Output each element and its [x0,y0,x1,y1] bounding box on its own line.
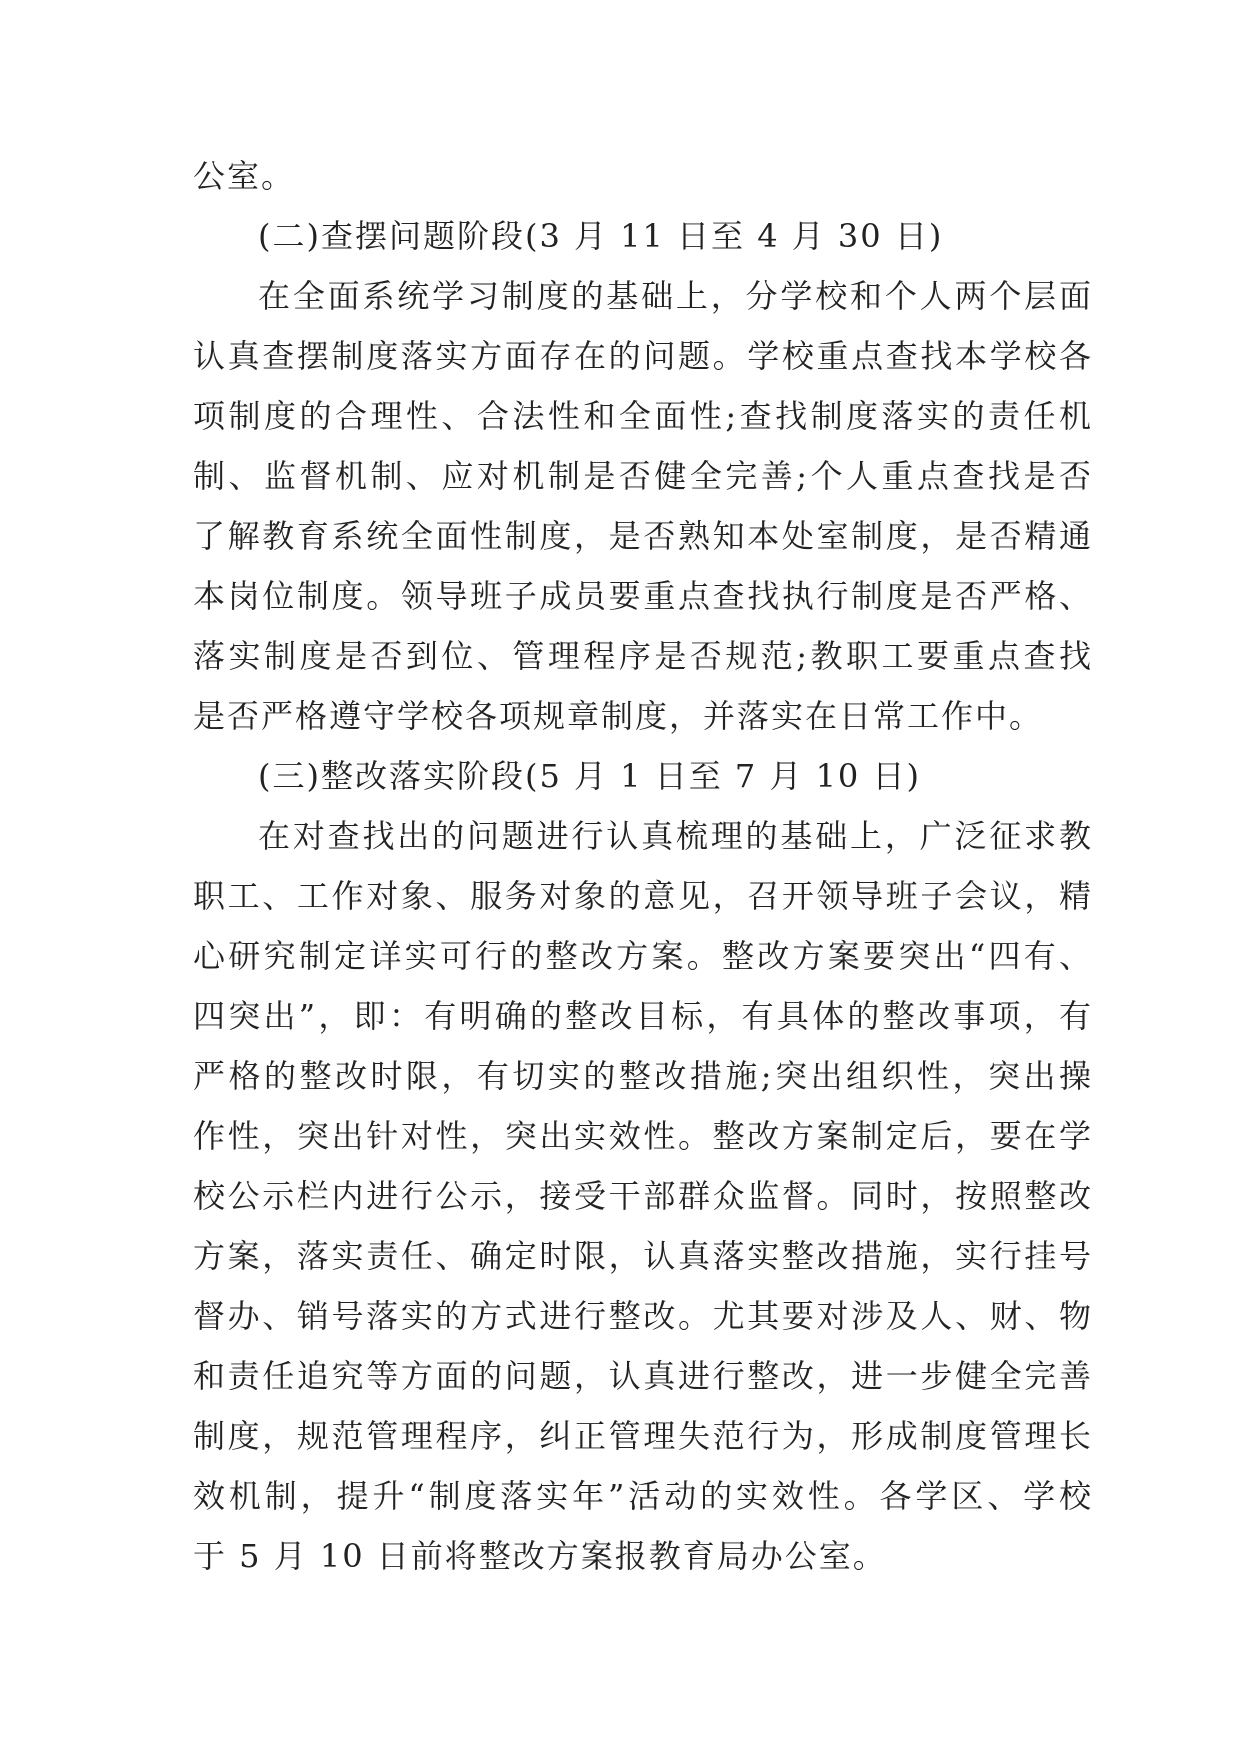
text-line: 作性，突出针对性，突出实效性。整改方案制定后，要在学 [193,1117,1093,1155]
text-line: 了解教育系统全面性制度，是否熟知本处室制度，是否精通 [193,517,1093,555]
text-line: 督办、销号落实的方式进行整改。尤其要对涉及人、财、物 [193,1297,1093,1335]
text-line: 公室。 [193,157,296,195]
text-line: 本岗位制度。领导班子成员要重点查找执行制度是否严格、 [193,577,1093,615]
text-line: 效机制，提升“制度落实年”活动的实效性。各学区、学校 [193,1477,1093,1515]
text-line: 四突出”，即：有明确的整改目标，有具体的整改事项，有 [193,997,1093,1035]
text-line: 落实制度是否到位、管理程序是否规范;教职工要重点查找 [193,637,1093,675]
text-line: 于 5 月 10 日前将整改方案报教育局办公室。 [193,1537,887,1575]
text-line: 是否严格遵守学校各项规章制度，并落实在日常工作中。 [193,697,1044,735]
text-line: 和责任追究等方面的问题，认真进行整改，进一步健全完善 [193,1357,1093,1395]
section-heading: (二)查摆问题阶段(3 月 11 日至 4 月 30 日) [258,217,944,255]
text-line: 职工、工作对象、服务对象的意见，召开领导班子会议，精 [193,877,1093,915]
text-line: 校公示栏内进行公示，接受干部群众监督。同时，按照整改 [193,1177,1093,1215]
text-line: 项制度的合理性、合法性和全面性;查找制度落实的责任机 [193,397,1093,435]
text-line: 在对查找出的问题进行认真梳理的基础上，广泛征求教 [258,817,1093,855]
text-line: 严格的整改时限，有切实的整改措施;突出组织性，突出操 [193,1057,1093,1095]
section-heading: (三)整改落实阶段(5 月 1 日至 7 月 10 日) [258,757,921,795]
text-line: 认真查摆制度落实方面存在的问题。学校重点查找本学校各 [193,337,1093,375]
text-line: 制、监督机制、应对机制是否健全完善;个人重点查找是否 [193,457,1093,495]
text-line: 制度，规范管理程序，纠正管理失范行为，形成制度管理长 [193,1417,1093,1455]
text-line: 在全面系统学习制度的基础上，分学校和个人两个层面 [258,277,1093,315]
text-line: 方案，落实责任、确定时限，认真落实整改措施，实行挂号 [193,1237,1093,1275]
text-line: 心研究制定详实可行的整改方案。整改方案要突出“四有、 [193,937,1093,975]
